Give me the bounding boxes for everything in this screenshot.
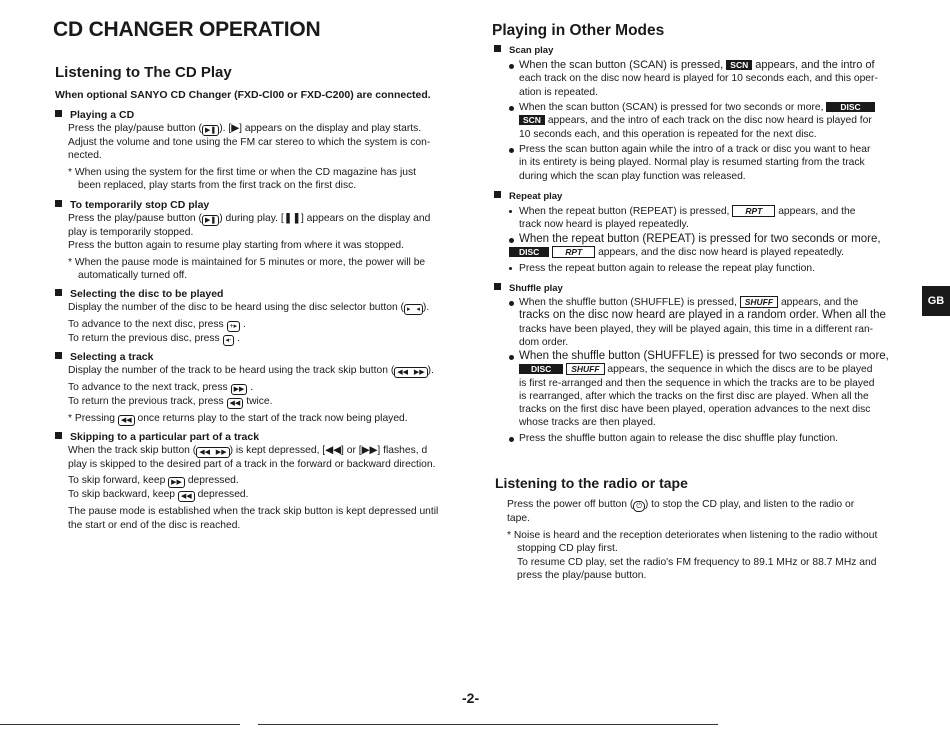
bottom-rule: [258, 724, 718, 725]
disc-indicator: DISC: [519, 364, 563, 374]
play-pause-icon: ▶❚: [202, 125, 219, 136]
shuffle-bullet-3: Press the shuffle button again to release the disc shuffle play function.: [507, 432, 899, 445]
disc-down-icon: ◂-: [223, 335, 235, 346]
language-tab: GB: [922, 286, 950, 316]
heading-shuffle-play: Shuffle play: [494, 283, 563, 294]
repeat-bullet-2: When the repeat button (REPEAT) is pressed for two seconds or more, DISC RPT appears, and the disc now heard is played repeatedly.: [507, 233, 899, 260]
radio-text: Press the power off button ( ⏻ ) to stop the CD play, and listen to the radio or tape.: [507, 499, 855, 524]
disc-indicator: DISC: [509, 247, 549, 257]
heading-repeat-play: Repeat play: [494, 191, 562, 202]
track-skip-icon: ◀◀ ▶▶: [196, 447, 229, 458]
page-title: CD CHANGER OPERATION: [53, 18, 321, 41]
disc-up-icon: +▸: [227, 321, 241, 332]
radio-note: * Noise is heard and the reception deteriorates when listening to the radio without stopping CD play first. To resume CD play, set the radio's FM frequency to 89.1 MHz or 88.7 MHz and press the play/pause button.: [507, 530, 878, 581]
heading-playing-cd: Playing a CD: [55, 109, 134, 121]
track-back-icon: ◀◀: [178, 491, 195, 502]
heading-selecting-disc: Selecting the disc to be played: [55, 288, 223, 300]
heading-scan-play: Scan play: [494, 45, 553, 56]
disc-selector-icon: ▸ ◂: [404, 304, 423, 315]
rpt-indicator: RPT: [552, 246, 595, 258]
track-back-icon: ◀◀: [227, 398, 244, 409]
repeat-bullet-1: When the repeat button (REPEAT) is pressed, RPT appears, and the track now heard is played repeatedly.: [507, 205, 899, 232]
rpt-indicator: RPT: [732, 205, 775, 217]
section-title-other-modes: Playing in Other Modes: [492, 22, 665, 39]
section-title-cd-play: Listening to The CD Play: [55, 64, 232, 81]
shuffle-bullet-2: When the shuffle button (SHUFFLE) is pressed for two seconds or more, DISC SHUFF appears, the sequence in which the discs are to be played is first re-arranged and then the sequence in which the tracks are to be played is rearranged, after which the tracks on the first disc are played. When all the tracks on the first disc have been played, operation advances to the next disc whose tracks are then played.: [507, 350, 899, 430]
track-skip-icon: ◀◀ ▶▶: [394, 367, 427, 378]
skip-text: When the track skip button ( ◀◀ ▶▶ ) is kept depressed, [◀◀] or [▶▶] flashes, d play is skipped to the desired part of a track in the forward or backward direction. To skip forward, keep ▶▶ depressed. To skip backward, keep ◀◀ depressed. The pause mode is established when the track skip button is kept depressed until the start or end of the disc is reached.: [68, 445, 439, 531]
bottom-rule: [0, 724, 240, 725]
shuff-indicator: SHUFF: [740, 296, 778, 308]
repeat-bullet-3: Press the repeat button again to release the repeat play function.: [507, 262, 899, 275]
scn-indicator: SCN: [726, 60, 752, 70]
track-text: Display the number of the track to be heard using the track skip button ( ◀◀ ▶▶ ). To advance to the next track, press ▶▶ . To return the previous track, press ◀◀ twice. * Pressing ◀◀ once returns play to the start of the track now being played.: [68, 365, 434, 424]
heading-skipping: Skipping to a particular part of a track: [55, 431, 259, 443]
condition-text: When optional SANYO CD Changer (FXD-Cl00 or FXD-C200) are connected.: [55, 89, 431, 101]
page-number: -2-: [462, 690, 480, 706]
heading-selecting-track: Selecting a track: [55, 351, 153, 363]
heading-temporarily-stop: To temporarily stop CD play: [55, 199, 209, 211]
track-forward-icon: ▶▶: [231, 384, 248, 395]
section-title-radio-tape: Listening to the radio or tape: [495, 475, 688, 491]
stop-text: Press the play/pause button ( ▶❚ ) during play. [❚❚] appears on the display and play is temporarily stopped. Press the button again to resume play starting from where it was stopped.: [68, 213, 431, 252]
play-pause-icon: ▶❚: [202, 215, 219, 226]
scan-bullet-1: When the scan button (SCAN) is pressed, SCN appears, and the intro of each track on the disc now heard is played for 10 seconds each, and this oper- ation is repeated.: [507, 59, 899, 99]
track-back-icon: ◀◀: [118, 415, 135, 426]
scn-indicator: SCN: [519, 115, 545, 125]
playing-note: * When using the system for the first time or when the CD magazine has just been replaced, play starts from the first track on the first disc.: [68, 167, 416, 192]
power-off-icon: ⏻: [633, 501, 645, 512]
scan-bullet-3: Press the scan button again while the intro of a track or disc you want to hear in its entirety is being played. Normal play is resumed starting from the track during which the scan play function was released.: [507, 143, 899, 183]
scan-bullet-2: When the scan button (SCAN) is pressed for two seconds or more, DISC SCN appears, and the intro of each track on the disc now heard is played for 10 seconds each, and this operation is repeated for the next disc.: [507, 101, 899, 141]
playing-text: Press the play/pause button ( ▶❚ ). [▶] appears on the display and play starts. Adjust the volume and tone using the FM car stereo to which the system is con- nected.: [68, 123, 431, 162]
track-forward-icon: ▶▶: [168, 477, 185, 488]
shuffle-bullet-1: When the shuffle button (SHUFFLE) is pressed, SHUFF appears, and the tracks on the disc now heard are played in a random order. When all the tracks have been played, they will be played again, this time in a different ran- dom order.: [507, 296, 899, 349]
disc-indicator: DISC: [826, 102, 874, 112]
shuff-indicator: SHUFF: [566, 363, 604, 375]
disc-text: Display the number of the disc to be heard using the disc selector button ( ▸ ◂ ). To advance to the next disc, press +▸ . To return the previous disc, press ◂- .: [68, 302, 430, 344]
stop-note: * When the pause mode is maintained for 5 minutes or more, the power will be automatically turned off.: [68, 257, 426, 282]
